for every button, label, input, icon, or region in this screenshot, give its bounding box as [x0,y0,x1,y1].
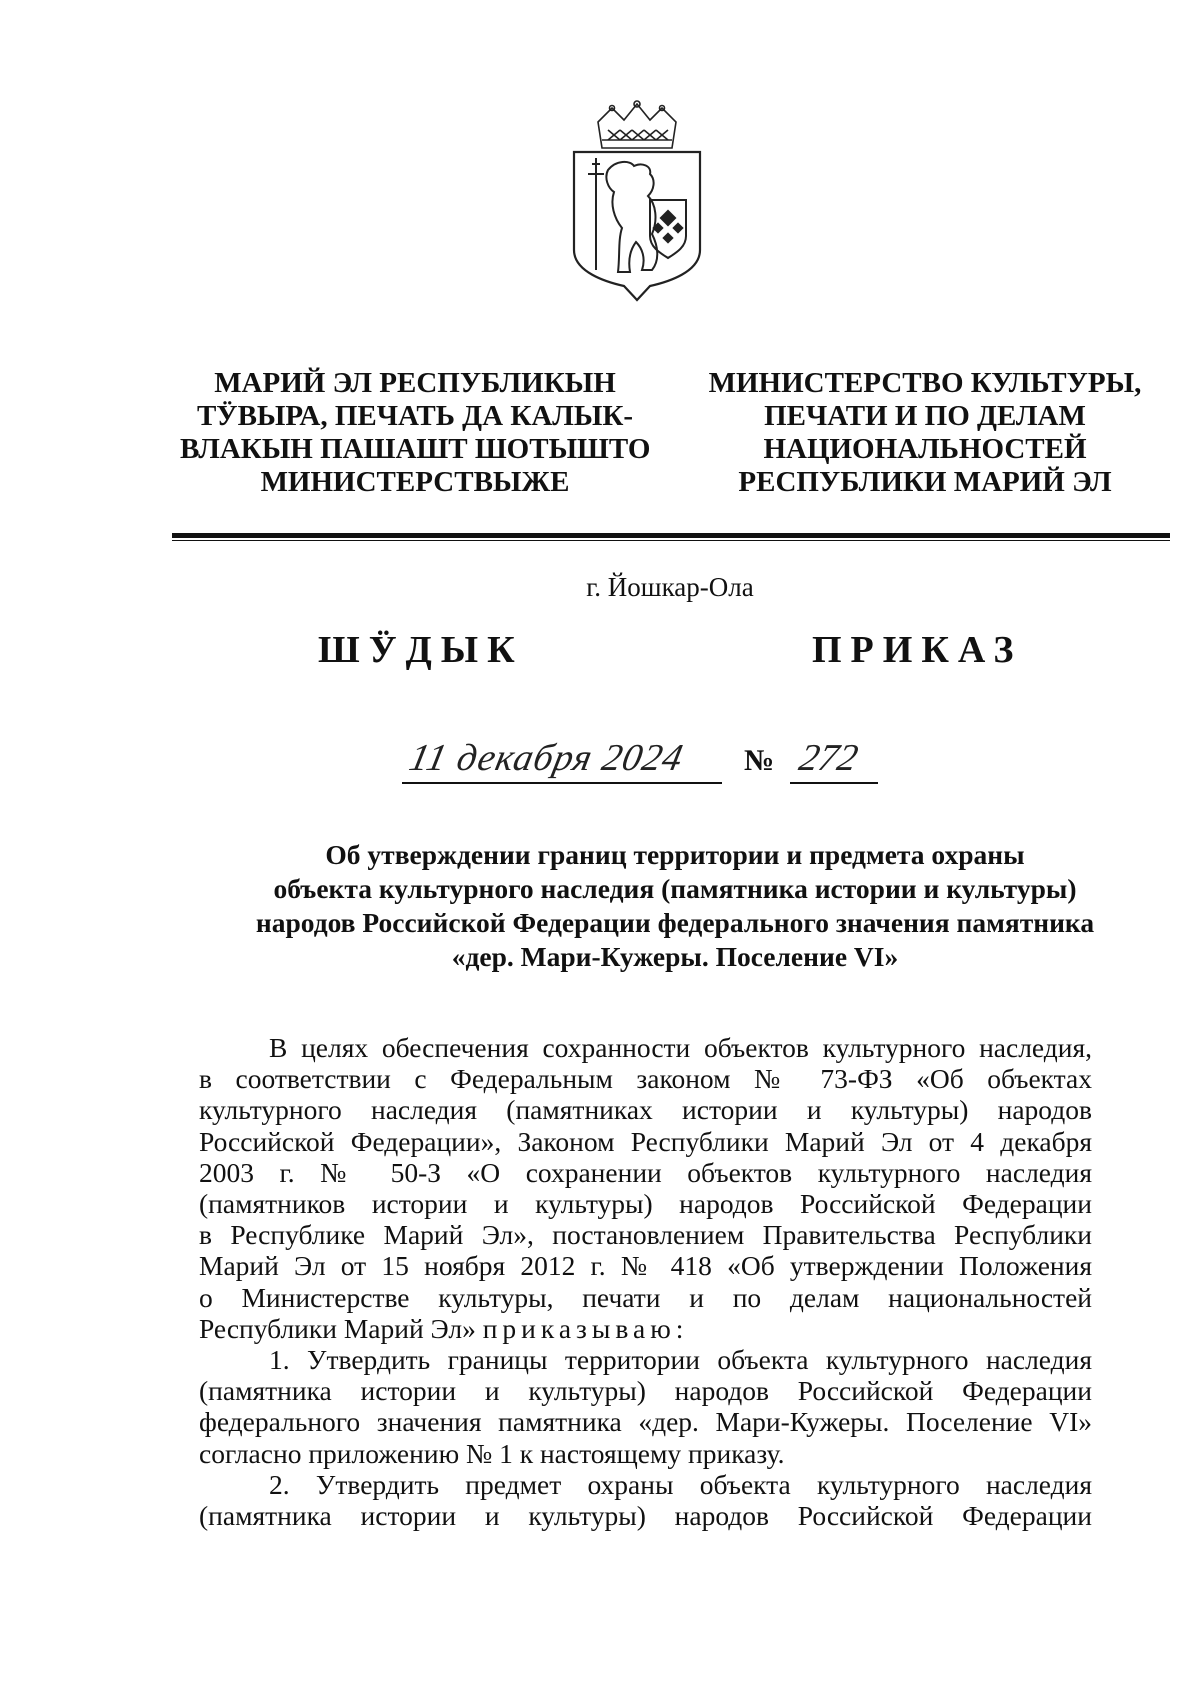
text-line: согласно приложению № 1 к настоящему приказу. [199,1437,785,1469]
text-line: (памятников истории и культуры) народов Российской Федерации [199,1188,1092,1220]
number-underline [790,782,878,784]
text-line: о Министерстве культуры, печати и по делам национальностей [199,1281,1092,1313]
paragraph-preamble [199,1032,1092,1344]
text-line: Марий Эл от 15 ноября 2012 г. № 418 «Об утверждении Положения [199,1250,1092,1282]
text-line: в соответствии с Федеральным законом № 73-ФЗ «Об объектах [199,1063,1092,1095]
title-line: «дер. Мари-Кужеры. Поселение VI» [451,941,899,972]
order-word-russian: ПРИКАЗ [812,629,1023,671]
handwritten-number: 272 [795,737,862,779]
text-line [199,1313,1092,1344]
text-line: федерального значения памятника «дер. Мари-Кужеры. Поселение VI» [199,1406,1092,1438]
coat-of-arms-icon [568,100,706,305]
date-number-line [380,732,940,792]
text-line: в Республике Марий Эл», постановлением Правительства Республики [199,1219,1092,1251]
header-divider-thin [172,540,1170,541]
header-right-line: РЕСПУБЛИКИ МАРИЙ ЭЛ [738,466,1112,498]
header-right-line: МИНИСТЕРСТВО КУЛЬТУРЫ, [708,367,1142,399]
header-right-line: НАЦИОНАЛЬНОСТЕЙ [763,433,1087,465]
text-line: В целях обеспечения сохранности объектов культурного наследия, [269,1032,1092,1063]
header-right-block [700,367,1150,499]
document-title [180,838,1170,974]
order-word-mari: ШӰДЫК [318,629,524,671]
text-line: (памятника истории и культуры) народов Российской Федерации [199,1500,1092,1532]
title-line: народов Российской Федерации федерального значения памятника [255,907,1095,938]
paragraph-item-1 [199,1344,1092,1469]
text-line: 2. Утвердить предмет охраны объекта культурного наследия [269,1468,1092,1500]
text-line: 1. Утвердить границы территории объекта культурного наследия [269,1344,1092,1376]
number-sign: № [744,744,775,777]
text-line: Российской Федерации», Законом Республики Марий Эл от 4 декабря [199,1125,1092,1157]
title-line: объекта культурного наследия (памятника истории и культуры) [273,873,1077,904]
header-divider [172,533,1170,538]
handwritten-date: 11 декабря 2024 [405,737,688,779]
text-fragment: Республики Марий Эл» [199,1312,476,1344]
paragraph-item-2 [199,1469,1092,1531]
header-left-line: ТӰВЫРА, ПЕЧАТЬ ДА КАЛЫК- [196,400,634,432]
city-line: г. Йошкар-Ола [586,572,754,602]
header-left-block [180,367,650,499]
order-verb: приказываю: [482,1312,689,1344]
header-left-line: ВЛАКЫН ПАШАШТ ШОТЫШТО [180,433,651,465]
text-line: культурного наследия (памятниках истории и культуры) народов [199,1094,1092,1126]
header-left-line: МИНИСТЕРСТВЫЖЕ [260,466,570,498]
text-line: 2003 г. № 50-З «О сохранении объектов культурного наследия [199,1156,1092,1188]
header-right-line: ПЕЧАТИ И ПО ДЕЛАМ [764,400,1086,432]
text-line: (памятника истории и культуры) народов Российской Федерации [199,1375,1092,1407]
header-left-line: МАРИЙ ЭЛ РЕСПУБЛИКЫН [214,367,616,399]
date-underline [402,782,722,784]
document-body [199,1032,1092,1531]
title-line: Об утверждении границ территории и предмета охраны [325,839,1025,870]
